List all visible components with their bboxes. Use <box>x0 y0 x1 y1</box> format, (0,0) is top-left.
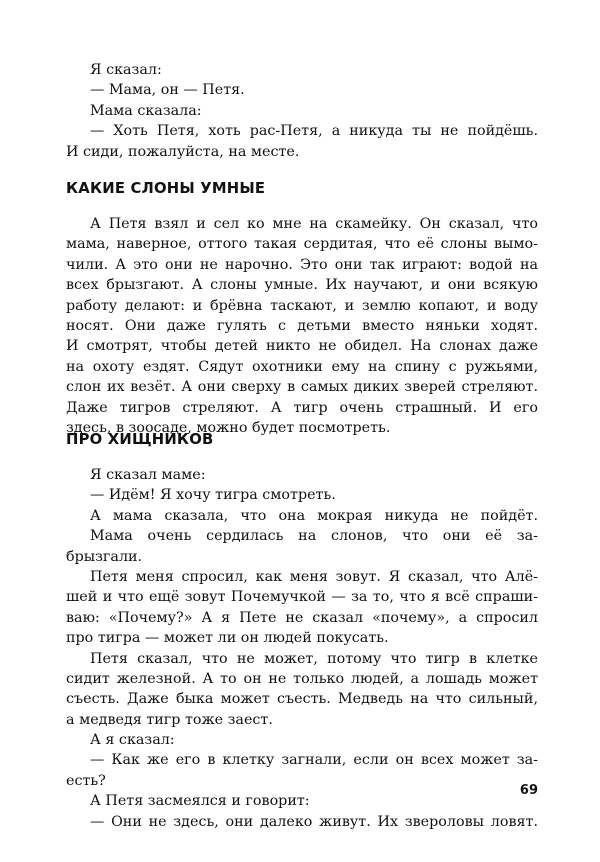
text-line: А мама сказала, что она мокрая никуда не пойдёт. <box>90 507 538 524</box>
text-line: слон их везёт. А они сверху в самых диких зверей стреляют. <box>66 379 538 396</box>
text-line: шей и что ещё зовут Почемучкой — за то, что я всё спраши- <box>66 589 538 606</box>
text-line: Мама сказала: <box>90 102 202 119</box>
text-line: на охоту ездят. Сядут охотники ему на спину с ружьями, <box>66 358 538 375</box>
text-line: про тигра — может ли он людей покусать. <box>66 630 389 647</box>
text-line: чили. А это они не нарочно. Это они так играют: водой на <box>66 256 538 273</box>
text-line: брызгали. <box>66 548 143 565</box>
text-line: — Идём! Я хочу тигра смотреть. <box>90 487 336 504</box>
text-line: носят. Они даже гулять с детьми вместо няньки ходят. <box>66 317 538 334</box>
page-number: 69 <box>519 783 538 798</box>
text-line: съесть. Даже быка может съесть. Медведь на что сильный, <box>66 691 538 708</box>
text-line: ваю: «Почему?» А я Пете не сказал «почему», а спросил <box>66 609 538 626</box>
text-line: здесь, в зоосаде, можно будет посмотреть. <box>66 419 391 436</box>
text-line: есть? <box>66 772 106 789</box>
text-line: Петя меня спросил, как меня зовут. Я сказал, что Алё- <box>90 568 538 585</box>
text-line: Мама очень сердилась на слонов, что они её за- <box>90 528 538 545</box>
paragraph-elephants <box>66 214 538 438</box>
dialogue-block-top <box>66 60 538 162</box>
text-line: — Они не здесь, они далеко живут. Их звероловы ловят. <box>90 813 538 830</box>
text-line: а медведя тигр тоже заест. <box>66 711 273 728</box>
text-line: А Петя взял и сел ко мне на скамейку. Он сказал, что <box>90 216 538 232</box>
text-line: работу делают: и брёвна таскают, и землю копают, и воду <box>66 297 538 314</box>
section-heading-elephants: КАКИЕ СЛОНЫ УМНЫЕ <box>66 180 266 197</box>
text-line: А Петя засмеялся и говорит: <box>90 793 310 810</box>
text-line: — Хоть Петя, хоть рас-Петя, а никуда ты не пойдёшь. <box>90 123 538 140</box>
text-line: И сиди, пожалуйста, на месте. <box>66 143 300 160</box>
text-line: Я сказал маме: <box>90 467 206 483</box>
text-line: всех брызгают. А слоны умные. Их научают, и они всякую <box>66 277 538 294</box>
text-line: сидит железной. А то он не только людей, а лошадь может <box>66 670 538 687</box>
text-line: — Как же его в клетку загнали, если он всех может за- <box>90 752 538 769</box>
text-line: Я сказал: <box>90 62 162 78</box>
paragraph-predators <box>66 465 538 832</box>
section-heading-predators: ПРО ХИЩНИКОВ <box>66 431 214 448</box>
text-line: — Мама, он — Петя. <box>90 82 245 99</box>
text-line: И смотрят, чтобы детей никто не обидел. На слонах даже <box>66 338 538 355</box>
text-line: А я сказал: <box>90 732 175 749</box>
text-line: Петя сказал, что не может, потому что тигр в клетке <box>90 650 538 667</box>
text-line: Даже тигров стреляют. А тигр очень страшный. И его <box>66 399 538 416</box>
text-line: мама, наверное, оттого такая сердитая, что её слоны вымо- <box>66 236 538 253</box>
